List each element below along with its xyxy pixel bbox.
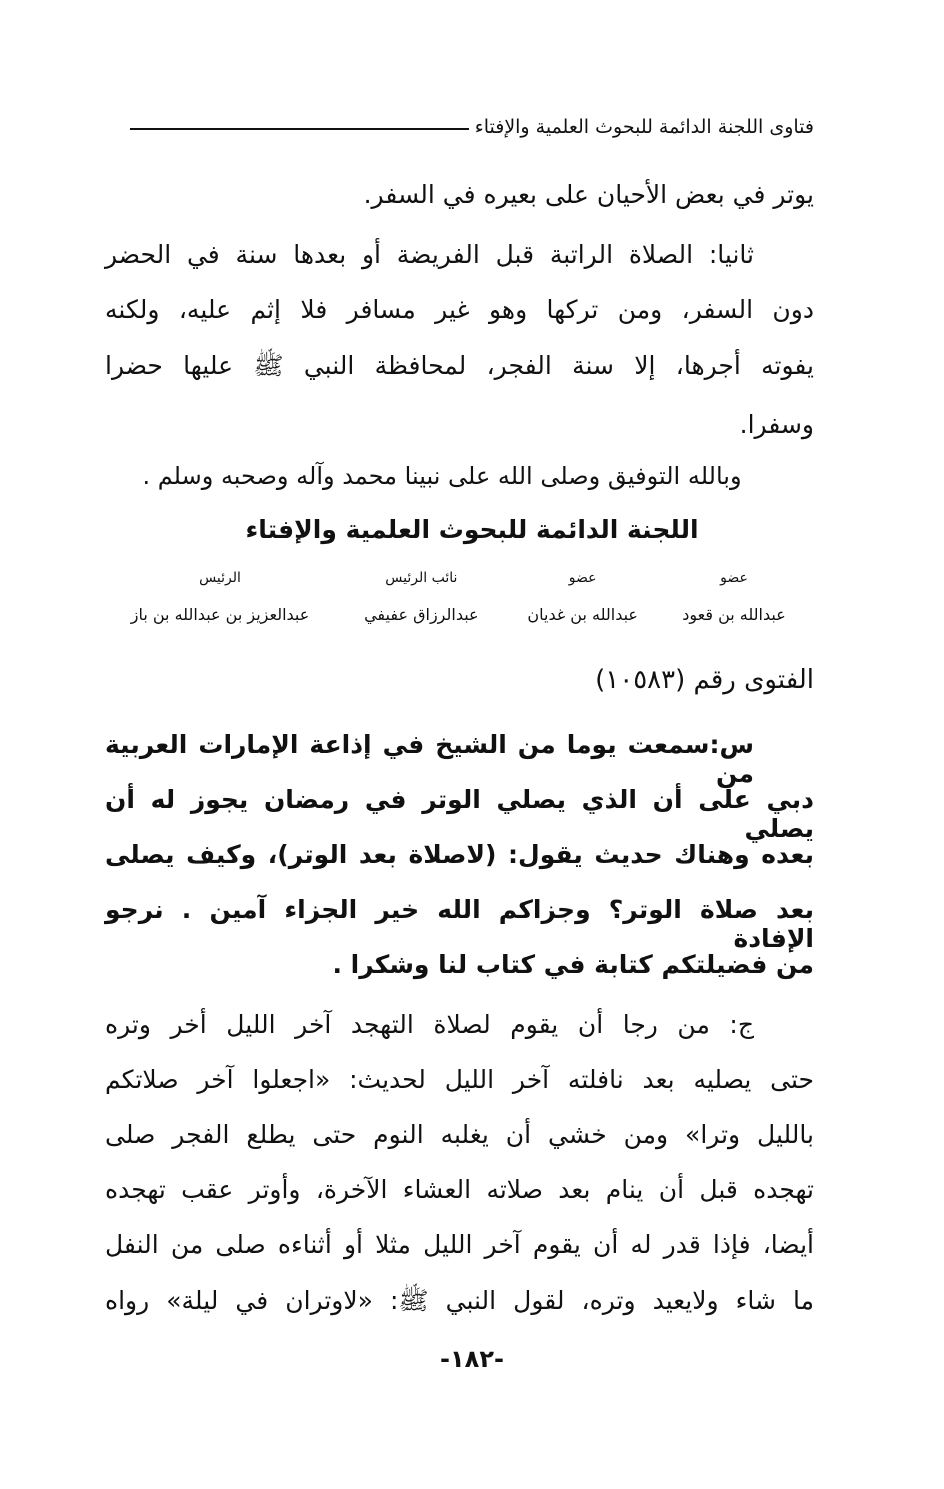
running-header — [130, 112, 814, 142]
paragraph-line: ثانيا: الصلاة الراتبة قبل الفريضة أو بعدها سنة في الحضر — [105, 240, 754, 269]
question-line: س:سمعت يوما من الشيخ في إذاعة الإمارات العربية من — [105, 730, 754, 788]
paragraph-line: وسفرا. — [739, 410, 814, 439]
header-rule — [130, 128, 469, 130]
paragraph-line: دون السفر، ومن تركها وهو غير مسافر فلا إثم عليه، ولكنه — [105, 295, 814, 324]
member-name: عبدالله بن قعود — [682, 605, 786, 624]
question-line: دبي على أن الذي يصلي الوتر في رمضان يجوز له أن يصلي — [105, 785, 814, 843]
answer-line: بالليل وترا» ومن خشي أن يغلبه النوم حتى يطلع الفجر صلى — [105, 1120, 814, 1149]
signature-names — [110, 605, 794, 624]
member-role: عضو — [568, 570, 597, 586]
member-role: نائب الرئيس — [385, 570, 458, 586]
question-line: بعده وهناك حديث يقول: (لاصلاة بعد الوتر)، وكيف يصلى — [105, 840, 814, 869]
question-line: من فضيلتكم كتابة في كتاب لنا وشكرا . — [332, 950, 814, 979]
answer-line: ج: من رجا أن يقوم لصلاة التهجد آخر الليل أخر وتره — [105, 1010, 754, 1039]
page-number: -١٨٢- — [440, 1345, 504, 1373]
member-name: عبدالعزيز بن عبدالله بن باز — [130, 605, 310, 624]
signature-roles — [110, 570, 794, 586]
answer-line: أيضا، فإذا قدر له أن يقوم آخر الليل مثلا أو أثناءه صلى من النفل — [105, 1230, 814, 1259]
member-role: الرئيس — [199, 570, 241, 586]
running-header-title: فتاوى اللجنة الدائمة للبحوث العلمية والإفتاء — [474, 116, 814, 138]
question-line: بعد صلاة الوتر؟ وجزاكم الله خير الجزاء آمين . نرجو الإفادة — [105, 895, 814, 953]
paragraph-line: يفوته أجرها، إلا سنة الفجر، لمحافظة النبي ﷺ عليها حضرا — [105, 351, 814, 380]
closing-formula: وبالله التوفيق وصلى الله على نبينا محمد وآله وصحبه وسلم . — [142, 462, 742, 490]
answer-line: تهجده قبل أن ينام بعد صلاته العشاء الآخرة، وأوتر عقب تهجده — [105, 1175, 814, 1204]
member-role: عضو — [720, 570, 748, 586]
committee-title: اللجنة الدائمة للبحوث العلمية والإفتاء — [245, 515, 699, 544]
member-name: عبدالرزاق عفيفي — [364, 605, 479, 624]
fatwa-number: الفتوى رقم (١٠٥٨٣) — [595, 665, 814, 695]
answer-line: حتى يصليه بعد نافلته آخر الليل لحديث: «اجعلوا آخر صلاتكم — [105, 1065, 814, 1094]
member-name: عبدالله بن غديان — [527, 605, 638, 624]
answer-line: ما شاء ولايعيد وتره، لقول النبي ﷺ: «لاوتران في ليلة» رواه — [105, 1286, 814, 1315]
paragraph-line: يوتر في بعض الأحيان على بعيره في السفر. — [363, 180, 814, 209]
